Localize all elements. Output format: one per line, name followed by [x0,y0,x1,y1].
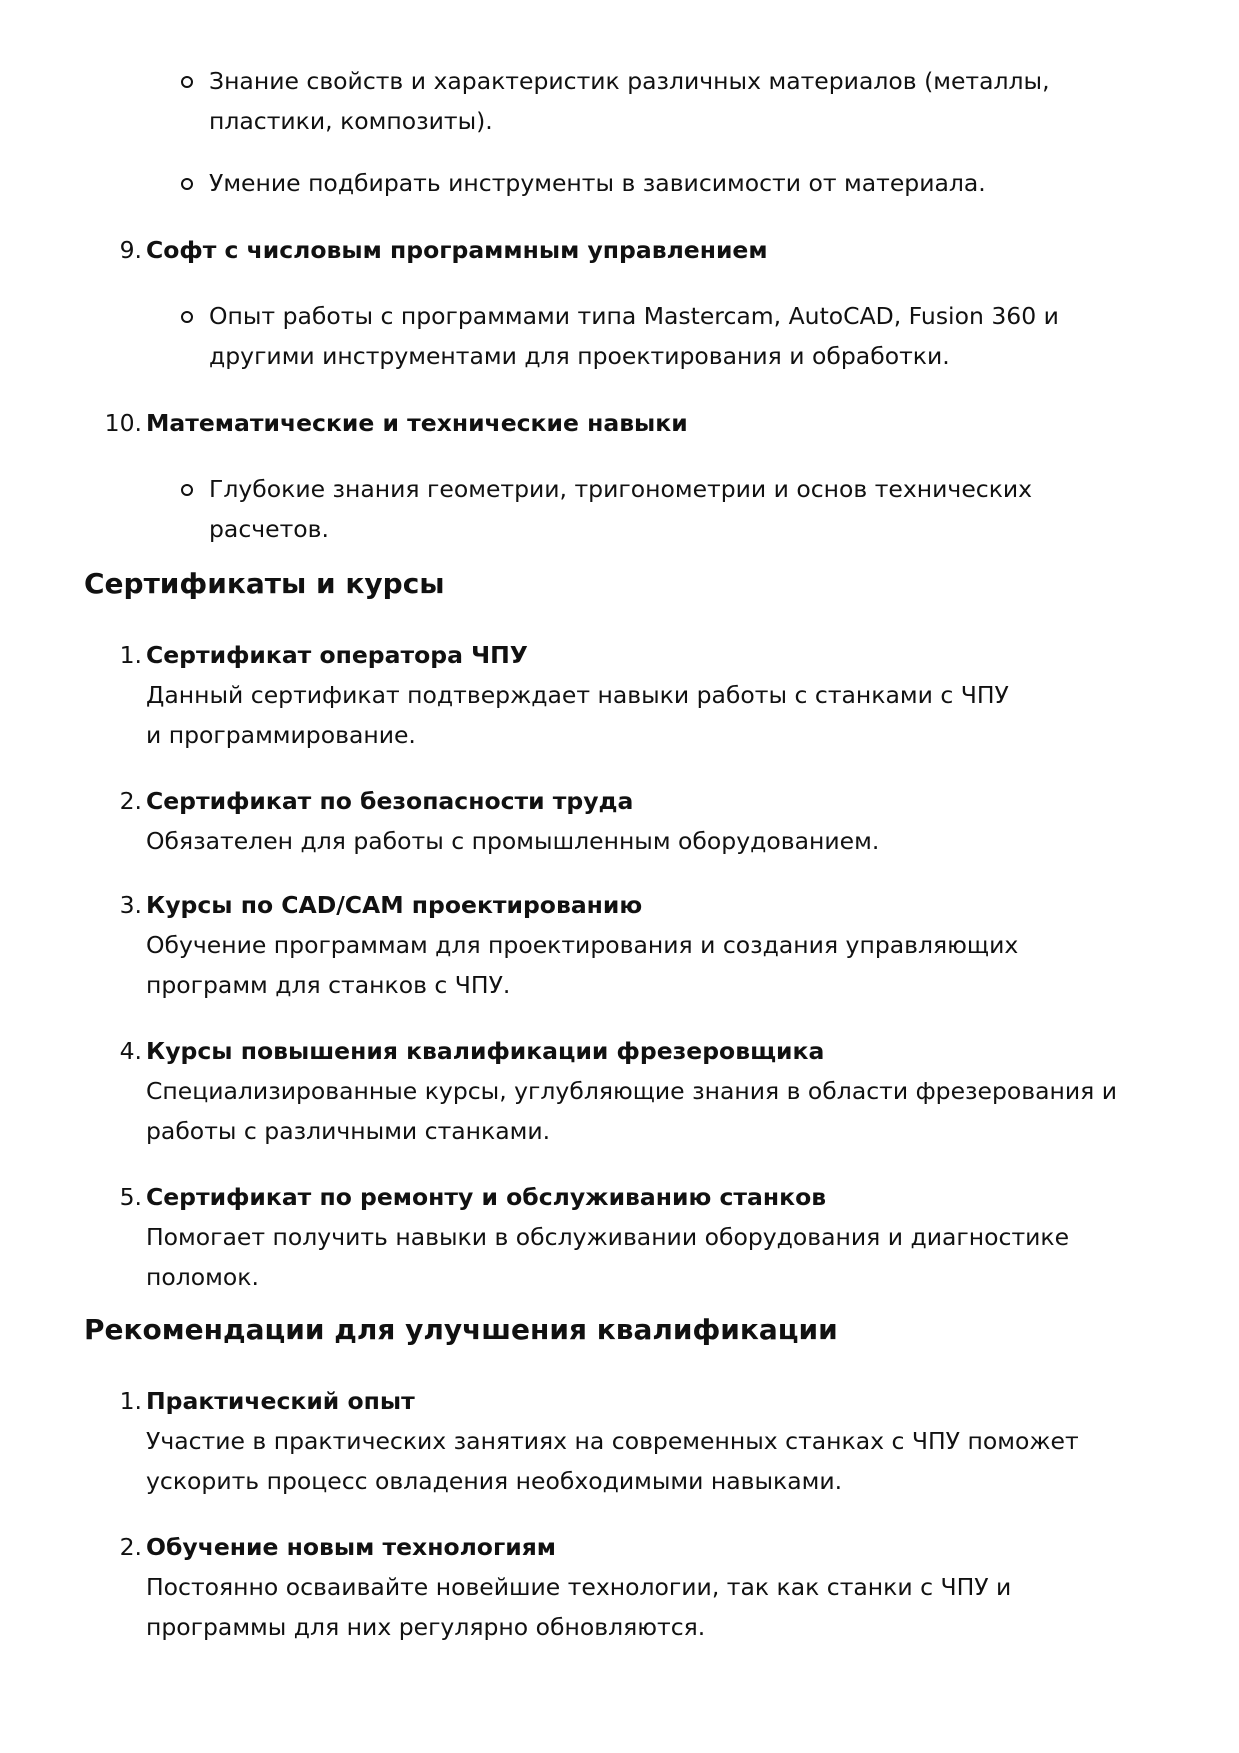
item-title: Обучение новым технологиям [146,1533,556,1561]
rec-item [119,1527,1146,1647]
circle-bullet-icon [181,178,193,190]
list-item [209,163,1139,203]
cert-item [119,635,1016,755]
item-number: 10. [104,409,142,437]
item-title: Софт с числовым программным управлением [146,236,768,264]
item-number: 1. [119,1387,142,1415]
list-item [209,61,1109,141]
bullet-text: Глубокие знания геометрии, тригонометрии и основ технических расчетов. [209,475,1033,543]
item-description: Участие в практических занятиях на современных станках с ЧПУ поможет ускорить процесс овладения необходимыми навыками. [146,1427,1079,1495]
item-number: 9. [119,236,142,264]
item-title: Математические и технические навыки [146,409,688,437]
item-description: Постоянно осваивайте новейшие технологии, так как станки с ЧПУ и программы для них регулярно обновляются. [146,1573,1012,1641]
item-title: Сертификат по безопасности труда [146,787,634,815]
cert-item [119,781,1156,861]
item-number: 4. [119,1037,142,1065]
item-description: Специализированные курсы, углубляющие знания в области фрезерования и работы с различными станками. [146,1077,1118,1145]
cert-item [119,885,1146,1005]
item-description: Обязателен для работы с промышленным оборудованием. [146,827,880,855]
item-number: 2. [119,1533,142,1561]
bullet-text: Опыт работы с программами типа Mastercam, AutoCAD, Fusion 360 и другими инструментами для проектирования и обработки. [209,302,1059,370]
list-item [209,296,1144,376]
item-title: Практический опыт [146,1387,415,1415]
item-title: Курсы по CAD/CAM проектированию [146,891,643,919]
item-description: Данный сертификат подтверждает навыки работы с станками с ЧПУ и программирование. [146,681,1009,749]
cert-item [119,1177,1156,1297]
circle-bullet-icon [181,311,193,323]
circle-bullet-icon [181,76,193,88]
item-title: Курсы повышения квалификации фрезеровщика [146,1037,825,1065]
item-number: 3. [119,891,142,919]
item-number: 1. [119,641,142,669]
section-heading-certificates: Сертификаты и курсы [84,567,445,600]
item-title: Сертификат по ремонту и обслуживанию станков [146,1183,827,1211]
bullet-text: Знание свойств и характеристик различных материалов (металлы, пластики, композиты). [209,67,1050,135]
item-description: Обучение программам для проектирования и создания управляющих программ для станков с ЧПУ. [146,931,1019,999]
section-heading-recommendations: Рекомендации для улучшения квалификации [84,1313,838,1346]
cert-item [119,1031,1176,1151]
circle-bullet-icon [181,484,193,496]
rec-item [119,1381,1116,1501]
item-number: 5. [119,1183,142,1211]
item-description: Помогает получить навыки в обслуживании оборудования и диагностике поломок. [146,1223,1070,1291]
item-number: 2. [119,787,142,815]
item-title: Сертификат оператора ЧПУ [146,641,528,669]
numbered-item-10 [104,403,1156,443]
list-item [209,469,1139,549]
bullet-text: Умение подбирать инструменты в зависимости от материала. [209,169,986,197]
numbered-item-9 [119,230,1156,270]
